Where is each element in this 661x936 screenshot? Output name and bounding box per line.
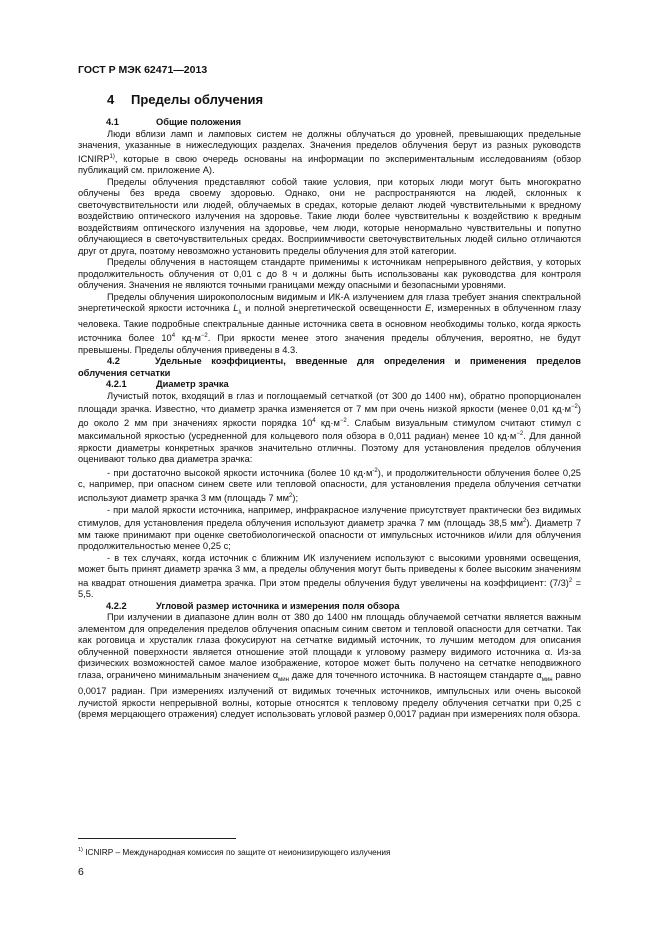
subsubsection-title: Угловой размер источника и измерения поля обзора — [156, 600, 400, 611]
document-body — [78, 117, 581, 721]
section-heading — [107, 92, 263, 107]
footnote-text: ICNIRP – Международная комиссия по защите от неионизирующего излучения — [82, 847, 391, 857]
subsubsection-heading — [78, 379, 581, 391]
subsubsection-heading — [78, 601, 581, 613]
footnote-separator — [78, 838, 236, 839]
subsubsection-number: 4.2.2 — [106, 600, 127, 611]
subsection-heading — [78, 117, 581, 129]
paragraph: Пределы облучения представляют собой такие условия, при которых люди могут быть многократно облучены без вреда своему здоровью. Однако, они не распространяются на людей, склонных к светочувствительности или людей, облучаемых в средах, которые делают людей чувствительными к вредному воздействию оптического излучения на здоровье. Такие люди более чувствительны к воздействию к вредным воздействиям оптического излучения на здоровье, чем люди, которые ненормально чувствительны и попутно облучающиеся в светочувствительных средах. Восприимчивости светочувствительных людей сильно отличаются друг от друга, поэтому невозможно установить пределы облучения для этой категории. — [78, 176, 581, 256]
subsubsection-number: 4.2.1 — [106, 379, 127, 390]
list-item: - при достаточно высокой яркости источника (более 10 $кд\cdot м^{-2}$), и продолжительности облучения более 0,25 с, например, при опасном синем свете или тепловой опасности, для установления предела облучения сетчатки используют диаметр зрачка 3 мм (площадь 7 $мм^2$); — [78, 467, 581, 504]
paragraph: Люди вблизи ламп и ламповых систем не должны облучаться до уровней, превышающих предельные значения, указанные в нижеследующих разделах. Значения пределов облучения берут из разных руководств ICNIRP$^{1)}$, которые в свою очередь основаны на информации по экспериментальным исследованиям (обзор публикаций см. приложение А). — [78, 128, 581, 176]
subsection-number: 4.1 — [106, 117, 119, 127]
footnote-reference: 1) — [109, 153, 115, 160]
subsection-title: Удельные коэффициенты, введенные для определения и применения пределов облучения сетчатки — [78, 356, 581, 378]
section-title: Пределы облучения — [131, 92, 264, 107]
footnote — [78, 847, 390, 857]
section-number: 4 — [107, 92, 115, 107]
paragraph: При излучении в диапазоне длин волн от 380 до 1400 нм площадь облучаемой сетчатки является важным элементом для определения пределов облучения опасным синим светом и тепловой опасности для сетчатки. Так как роговица и хрусталик глаза фокусируют на сетчатке видимый источник, то лучшим методом для описания облученной поверхности является отношение этой площади к угловому размеру видимого источника α. Из-за физических возможностей самое малое изображение, которое может быть получено на сетчатке неподвижного глаза, ограничено минимальным значением $\alpha_{мин}$ даже для точечного источника. В настоящем стандарте $\alpha_{мин}$ равно 0,0017 радиан. При измерениях излучений от видимых точечных источников, импульсных или очень высокой лучистой яркости непрерывной волны, которые относятся к тепловому пределу облучения сетчатки при 0,25 с (время мерцающего отражения) следует использовать угловой размер 0,0017 радиан при измерениях поля обзора. — [78, 612, 581, 720]
paragraph: Пределы облучения в настоящем стандарте применимы к источникам непрерывного действия, у которых продолжительность облучения от 0,01 с до 8 ч и должны быть использованы как руководства для контроля облучения. Значения не являются точными границами между опасными и безопасными уровнями. — [78, 257, 581, 291]
paragraph: Лучистый поток, входящий в глаз и поглощаемый сетчаткой (от 300 до 1400 нм), обратно пропорционален площади зрачка. Известно, что диаметр зрачка изменяется от 7 мм при очень низкой яркости (менее 0,01 $кд\cdot м^{-2}$) до около 2 мм при значениях яркости порядка $10^4$ $кд\cdot м^{-2}$. Слабым визуальным стимулом считают стимул с максимальной яркостью (усредненной для кольцевого поля обзора в 0,011 радиан) менее 10 $кд\cdot м^{-2}$. Для данной яркости диаметры конкретных зрачков значительно отличны. Поэтому для установления пределов облучения оценивают только два диаметра зрачка: — [78, 390, 581, 465]
subsubsection-title: Диаметр зрачка — [156, 379, 229, 390]
document-header: ГОСТ Р МЭК 62471—2013 — [78, 64, 208, 76]
footnote-marker: 1) — [78, 847, 83, 854]
list-item: - при малой яркости источника, например, инфракрасное излучение присутствует практически без видимых стимулов, для установления предела облучения используют диаметр зрачка 7 мм (площадь 38,5 $мм^2$). Диаметр 7 мм также принимают при оценке светобиологической опасности от импульсных источников и/или для облучения продолжительностью менее 0,25 с; — [78, 504, 582, 552]
subsection-number: 4.2 — [107, 356, 120, 367]
list-item: - в тех случаях, когда источник с ближним ИК излучением используют с высокими уровнями освещения, может быть принят диаметр зрачка 3 мм, а пределы облучения могут быть приведены к более высоким значениям на квадрат отношения диаметра зрачка. При этом пределы облучения будут увеличены на коэффициент: $(7/3)^2 = 5,5$. — [78, 552, 582, 600]
page-number: 6 — [78, 866, 84, 878]
subsection-title: Общие положения — [156, 117, 242, 127]
subsection-heading — [78, 356, 581, 379]
paragraph: Пределы облучения широкополосным видимым и ИК-А излучением для глаза требует знания спектральной энергетической яркости источника $L_\lambda$ и полной энергетической освещенности E, измеренных в облученном глазу человека. Такие подробные спектральные данные источника света в основном необходимы только, когда яркость источника более $10^4$ $кд\cdot м^{-2}$. При яркости менее этого значения пределы облучения, вероятно, не будут превышены. Пределы облучения приведены в 4.3. — [78, 291, 582, 355]
